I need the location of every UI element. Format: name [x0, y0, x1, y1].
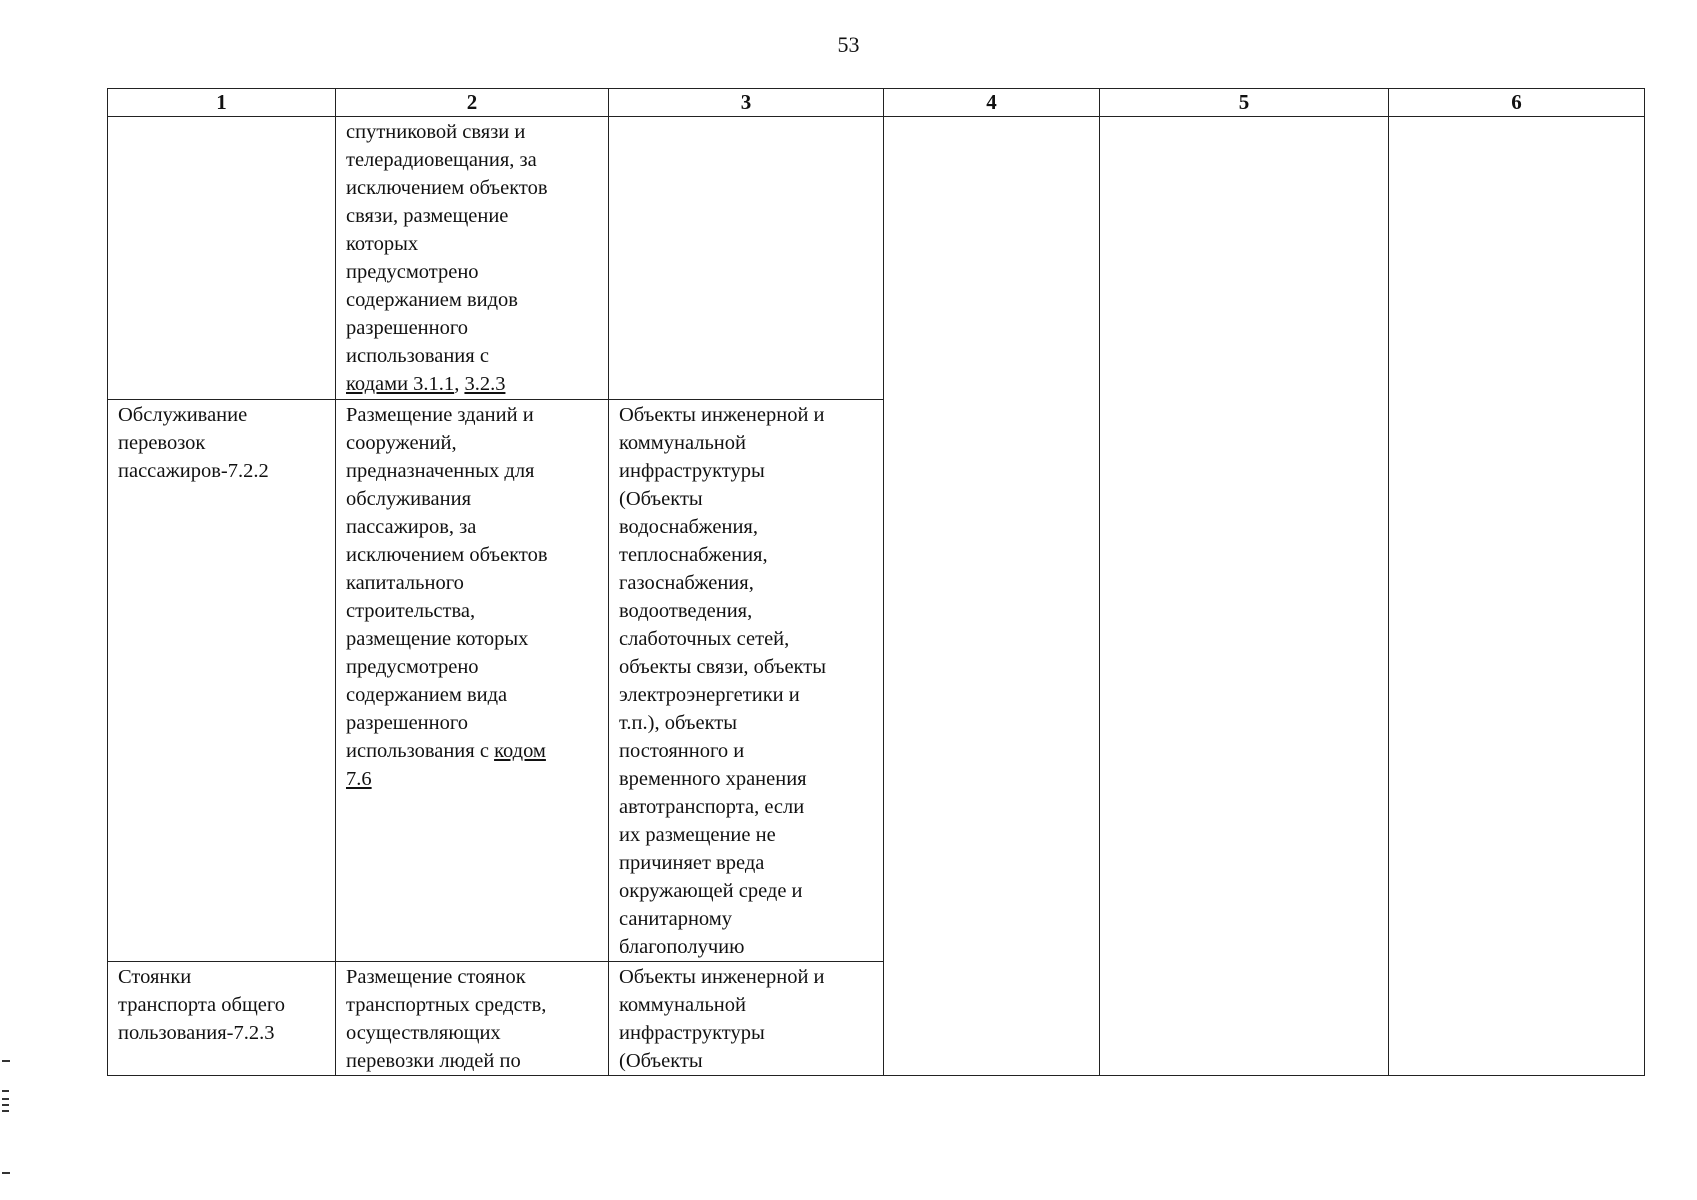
column-6-cell — [1389, 117, 1645, 1076]
scan-mark — [2, 1110, 9, 1112]
column-4-cell — [884, 117, 1100, 1076]
description-text: Размещение зданий и сооружений, предназначенных для обслуживания пассажиров, за исключением объектов капитального строительства, размещение которых предусмотрено содержанием вида разрешенного использования с — [346, 404, 548, 762]
code-reference-link[interactable]: кодами 3.1.1 — [346, 373, 455, 395]
table-header-row — [108, 89, 1645, 117]
land-use-type-text: Стоянки транспорта общего пользования-7.2.3 — [118, 966, 285, 1044]
scan-mark — [2, 1104, 9, 1106]
zoning-table — [107, 88, 1645, 1076]
column-header-3: 3 — [609, 89, 884, 117]
permitted-objects-cell — [609, 400, 884, 962]
column-header-4: 4 — [884, 89, 1100, 117]
page-number: 53 — [837, 32, 860, 57]
land-use-type-cell — [108, 962, 336, 1076]
scan-mark — [2, 1098, 9, 1100]
description-cell — [336, 400, 609, 962]
column-header-1: 1 — [108, 89, 336, 117]
column-header-5: 5 — [1100, 89, 1389, 117]
land-use-type-cell — [108, 400, 336, 962]
column-5-cell — [1100, 117, 1389, 1076]
code-reference-link[interactable]: 3.2.3 — [464, 373, 506, 395]
description-text: Размещение стоянок транспортных средств, осуществляющих перевозки людей по — [346, 966, 547, 1072]
reference-separator: , — [454, 373, 465, 395]
continued-col1-cell — [108, 117, 336, 400]
column-header-2: 2 — [336, 89, 609, 117]
column-header-6: 6 — [1389, 89, 1645, 117]
code-reference-link[interactable]: кодом 7.6 — [346, 740, 546, 790]
scan-mark — [2, 1172, 10, 1174]
land-use-type-text: Обслуживание перевозок пассажиров-7.2.2 — [118, 404, 269, 482]
description-cell — [336, 962, 609, 1076]
permitted-objects-text: Объекты инженерной и коммунальной инфраструктуры (Объекты — [619, 966, 825, 1072]
permitted-objects-text: Объекты инженерной и коммунальной инфраструктуры (Объекты водоснабжения, теплоснабжения, газоснабжения, водоотведения, слаботочных сетей, объекты связи, объекты электроэнергетики и т.п.), объекты постоянного и временного хранения автотранспорта, если их размещение не причиняет вреда окружающей среде и санитарному благополучию — [619, 404, 826, 958]
scan-mark — [2, 1090, 9, 1092]
continued-col2-cell — [336, 117, 609, 400]
continued-description-text: спутниковой связи и телерадиовещания, за исключением объектов связи, размещение которых предусмотрено содержанием видов разрешенного использования с — [346, 121, 548, 367]
continued-col3-cell — [609, 117, 884, 400]
scan-margin-marks — [0, 1050, 12, 1190]
table-row-continued — [108, 117, 1645, 400]
permitted-objects-cell — [609, 962, 884, 1076]
scan-mark — [2, 1060, 10, 1062]
